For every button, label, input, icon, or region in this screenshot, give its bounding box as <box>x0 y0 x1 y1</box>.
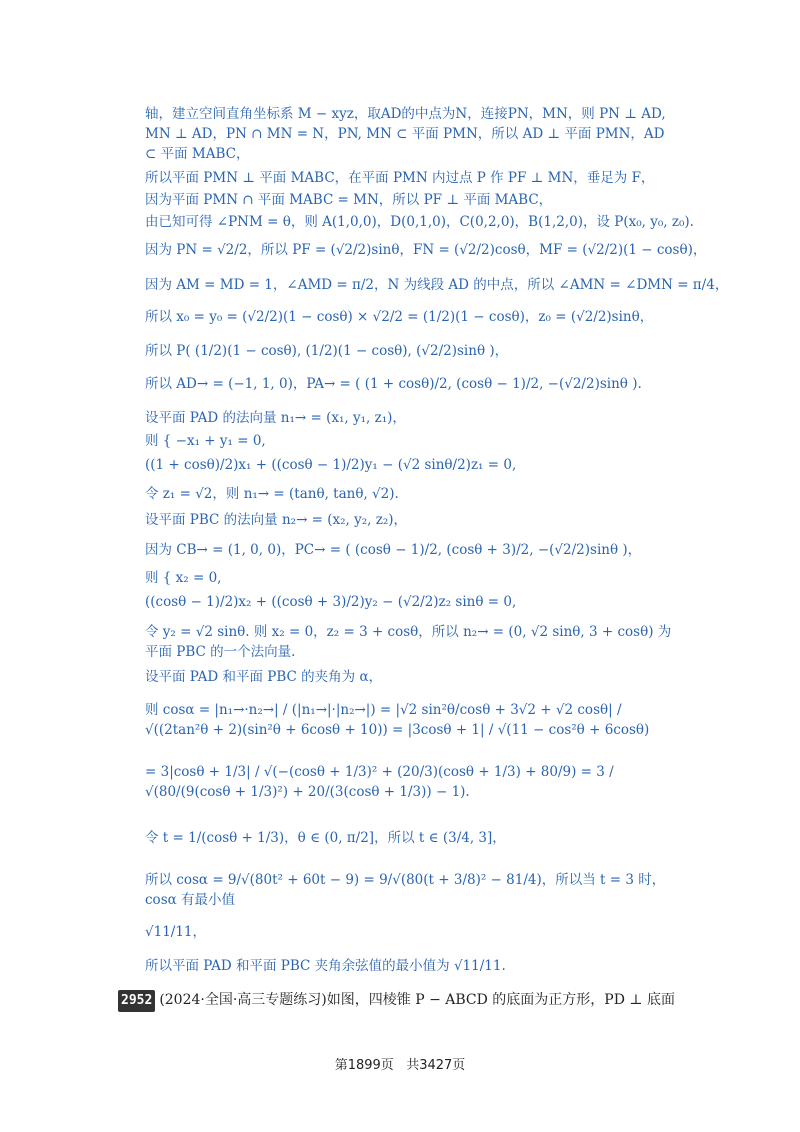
page-footer <box>0 1054 800 1073</box>
solution-line: 则 { −x₁ + y₁ = 0, <box>145 433 266 449</box>
solution-line: 因为 AM = MD = 1，∠AMD = π/2，N 为线段 AD 的中点，所以 ∠AMN = ∠DMN = π/4， <box>145 277 729 293</box>
page-total: 共3427页 <box>406 1058 466 1073</box>
solution-line: = 3|cosθ + 1/3| / √(−(cosθ + 1/3)² + (20/3)(cosθ + 1/3) + 80/9) = 3 / √(80/(9(cosθ + 1/3)²) + 20/(3(cosθ + 1/3)) − 1). <box>145 764 614 800</box>
solution-line: 设平面 PAD 和平面 PBC 的夹角为 α， <box>145 669 383 685</box>
solution-line: ((cosθ − 1)/2)x₂ + ((cosθ + 3)/2)y₂ − (√2/2)z₂ sinθ = 0, <box>145 594 517 610</box>
solution-line: 所以 x₀ = y₀ = (√2/2)(1 − cosθ) × √2/2 = (1/2)(1 − cosθ)，z₀ = (√2/2)sinθ， <box>145 309 654 325</box>
solution-line: 因为 CB→ = (1, 0, 0)，PC→ = ( (cosθ − 1)/2, (cosθ + 3)/2, −(√2/2)sinθ )， <box>145 542 642 558</box>
solution-line: 则 { x₂ = 0, <box>145 570 222 586</box>
solution-line: 设平面 PBC 的法向量 n₂→ = (x₂, y₂, z₂)， <box>145 512 408 528</box>
solution-line: √11/11， <box>145 924 207 940</box>
solution-line: 所以平面 PMN ⊥ 平面 MABC，在平面 PMN 内过点 P 作 PF ⊥ MN，垂足为 F， <box>145 170 655 186</box>
problem-number-badge: 2952 <box>118 990 155 1012</box>
solution-line: 因为 PN = √2/2，所以 PF = (√2/2)sinθ，FN = (√2/2)cosθ，MF = (√2/2)(1 − cosθ)， <box>145 242 707 258</box>
solution-line: 所以 AD→ = (−1, 1, 0)，PA→ = ( (1 + cosθ)/2, (cosθ − 1)/2, −(√2/2)sinθ ). <box>145 376 642 392</box>
solution-line: 令 t = 1/(cosθ + 1/3)，θ ∈ (0, π/2]，所以 t ∈ (3/4, 3]， <box>145 830 506 846</box>
solution-line: 则 cosα = |n₁→·n₂→| / (|n₁→|·|n₂→|) = |√2 sin²θ/cosθ + 3√2 + √2 cosθ| / √((2tan²θ + 2)(sin²θ + 6cosθ + 10)) = |3cosθ + 1| / √(11 − cos²θ + 6cosθ) <box>145 702 650 738</box>
solution-line: 设平面 PAD 的法向量 n₁→ = (x₁, y₁, z₁)， <box>145 410 406 426</box>
solution-line: 因为平面 PMN ∩ 平面 MABC = MN，所以 PF ⊥ 平面 MABC， <box>145 192 553 208</box>
page-number: 第1899页 <box>334 1058 394 1073</box>
solution-line: 轴，建立空间直角坐标系 M − xyz，取AD的中点为N，连接PN，MN，则 PN ⊥ AD, MN ⊥ AD，PN ∩ MN = N，PN, MN ⊂ 平面 PMN，所以 AD ⊥ 平面 PMN，AD ⊂ 平面 MABC， <box>145 106 666 162</box>
solution-line: 令 y₂ = √2 sinθ. 则 x₂ = 0，z₂ = 3 + cosθ，所以 n₂→ = (0, √2 sinθ, 3 + cosθ) 为平面 PBC 的一个法向量. <box>145 624 672 660</box>
solution-line: 所以平面 PAD 和平面 PBC 夹角余弦值的最小值为 √11/11. <box>145 958 506 974</box>
solution-line: 所以 cosα = 9/√(80t² + 60t − 9) = 9/√(80(t + 3/8)² − 81/4)，所以当 t = 3 时，cosα 有最小值 <box>145 872 666 908</box>
solution-line: 令 z₁ = √2，则 n₁→ = (tanθ, tanθ, √2). <box>145 486 399 502</box>
solution-line: 所以 P( (1/2)(1 − cosθ), (1/2)(1 − cosθ), (√2/2)sinθ )， <box>145 343 509 359</box>
solution-line: 由已知可得 ∠PNM = θ，则 A(1,0,0)，D(0,1,0)，C(0,2,0)，B(1,2,0)，设 P(x₀, y₀, z₀). <box>145 214 694 230</box>
solution-line: ((1 + cosθ)/2)x₁ + ((cosθ − 1)/2)y₁ − (√2 sinθ/2)z₁ = 0, <box>145 457 517 473</box>
problem-text: (2024·全国·高三专题练习)如图，四棱锥 P − ABCD 的底面为正方形，PD ⊥ 底面 <box>159 992 676 1008</box>
next-problem <box>118 990 678 1012</box>
